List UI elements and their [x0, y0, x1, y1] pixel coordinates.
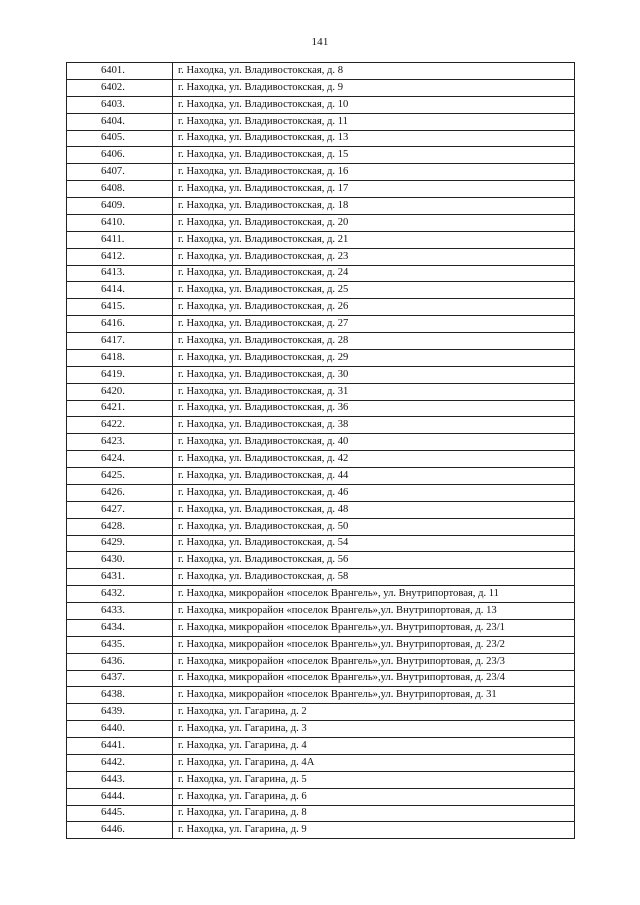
row-number: 6446. — [67, 822, 173, 839]
row-number: 6413. — [67, 265, 173, 282]
table-row — [67, 518, 575, 535]
address-cell: г. Находка, ул. Владивостокская, д. 10 — [173, 96, 575, 113]
address-cell: г. Находка, ул. Владивостокская, д. 42 — [173, 451, 575, 468]
row-number: 6439. — [67, 704, 173, 721]
address-cell: г. Находка, ул. Гагарина, д. 3 — [173, 721, 575, 738]
row-number: 6422. — [67, 417, 173, 434]
address-cell: г. Находка, микрорайон «поселок Врангель»,ул. Внутрипортовая, д. 13 — [173, 603, 575, 620]
page-number: 141 — [311, 36, 329, 48]
table-row — [67, 231, 575, 248]
table-row — [67, 282, 575, 299]
row-number: 6406. — [67, 147, 173, 164]
address-cell: г. Находка, ул. Владивостокская, д. 27 — [173, 316, 575, 333]
row-number: 6401. — [67, 63, 173, 80]
table-row — [67, 721, 575, 738]
row-number: 6414. — [67, 282, 173, 299]
table-row — [67, 130, 575, 147]
address-cell: г. Находка, микрорайон «поселок Врангель»,ул. Внутрипортовая, д. 23/2 — [173, 636, 575, 653]
table-row — [67, 687, 575, 704]
row-number: 6444. — [67, 788, 173, 805]
row-number: 6427. — [67, 501, 173, 518]
row-number: 6433. — [67, 603, 173, 620]
address-cell: г. Находка, ул. Владивостокская, д. 54 — [173, 535, 575, 552]
table-row — [67, 603, 575, 620]
address-cell: г. Находка, ул. Владивостокская, д. 36 — [173, 400, 575, 417]
row-number: 6420. — [67, 383, 173, 400]
table-row — [67, 704, 575, 721]
row-number: 6445. — [67, 805, 173, 822]
table-row — [67, 417, 575, 434]
row-number: 6426. — [67, 484, 173, 501]
table-row — [67, 569, 575, 586]
table-row — [67, 552, 575, 569]
address-cell: г. Находка, ул. Владивостокская, д. 30 — [173, 366, 575, 383]
address-cell: г. Находка, микрорайон «поселок Врангель»,ул. Внутрипортовая, д. 23/3 — [173, 653, 575, 670]
address-cell: г. Находка, ул. Гагарина, д. 8 — [173, 805, 575, 822]
table-row — [67, 501, 575, 518]
table-row — [67, 164, 575, 181]
row-number: 6436. — [67, 653, 173, 670]
row-number: 6418. — [67, 349, 173, 366]
table-row — [67, 333, 575, 350]
table-row — [67, 147, 575, 164]
row-number: 6416. — [67, 316, 173, 333]
table-row — [67, 63, 575, 80]
address-cell: г. Находка, ул. Гагарина, д. 4 — [173, 738, 575, 755]
address-cell: г. Находка, ул. Владивостокская, д. 9 — [173, 79, 575, 96]
address-cell: г. Находка, ул. Владивостокская, д. 8 — [173, 63, 575, 80]
address-cell: г. Находка, ул. Владивостокская, д. 56 — [173, 552, 575, 569]
table-row — [67, 248, 575, 265]
row-number: 6402. — [67, 79, 173, 96]
row-number: 6408. — [67, 181, 173, 198]
row-number: 6417. — [67, 333, 173, 350]
row-number: 6425. — [67, 468, 173, 485]
address-cell: г. Находка, ул. Гагарина, д. 9 — [173, 822, 575, 839]
table-row — [67, 349, 575, 366]
table-row — [67, 316, 575, 333]
table-row — [67, 805, 575, 822]
table-row — [67, 653, 575, 670]
row-number: 6441. — [67, 738, 173, 755]
row-number: 6431. — [67, 569, 173, 586]
table-row — [67, 451, 575, 468]
address-cell: г. Находка, микрорайон «поселок Врангель»,ул. Внутрипортовая, д. 31 — [173, 687, 575, 704]
address-cell: г. Находка, ул. Владивостокская, д. 25 — [173, 282, 575, 299]
row-number: 6432. — [67, 586, 173, 603]
address-cell: г. Находка, ул. Владивостокская, д. 44 — [173, 468, 575, 485]
table-row — [67, 96, 575, 113]
table-row — [67, 619, 575, 636]
address-cell: г. Находка, ул. Владивостокская, д. 29 — [173, 349, 575, 366]
address-cell: г. Находка, ул. Владивостокская, д. 11 — [173, 113, 575, 130]
table-row — [67, 181, 575, 198]
table-row — [67, 113, 575, 130]
table-row — [67, 265, 575, 282]
table-row — [67, 383, 575, 400]
address-cell: г. Находка, ул. Владивостокская, д. 21 — [173, 231, 575, 248]
table-row — [67, 468, 575, 485]
row-number: 6443. — [67, 771, 173, 788]
row-number: 6411. — [67, 231, 173, 248]
address-cell: г. Находка, ул. Гагарина, д. 6 — [173, 788, 575, 805]
address-cell: г. Находка, микрорайон «поселок Врангель», ул. Внутрипортовая, д. 11 — [173, 586, 575, 603]
row-number: 6440. — [67, 721, 173, 738]
address-cell: г. Находка, ул. Владивостокская, д. 17 — [173, 181, 575, 198]
row-number: 6409. — [67, 198, 173, 215]
table-row — [67, 586, 575, 603]
table-row — [67, 636, 575, 653]
address-cell: г. Находка, ул. Гагарина, д. 2 — [173, 704, 575, 721]
address-cell: г. Находка, ул. Владивостокская, д. 15 — [173, 147, 575, 164]
table-row — [67, 484, 575, 501]
table-row — [67, 198, 575, 215]
address-cell: г. Находка, ул. Владивостокская, д. 20 — [173, 214, 575, 231]
address-cell: г. Находка, ул. Гагарина, д. 4А — [173, 754, 575, 771]
address-cell: г. Находка, ул. Владивостокская, д. 16 — [173, 164, 575, 181]
row-number: 6429. — [67, 535, 173, 552]
row-number: 6405. — [67, 130, 173, 147]
address-table — [66, 62, 575, 839]
row-number: 6407. — [67, 164, 173, 181]
table-row — [67, 366, 575, 383]
address-cell: г. Находка, микрорайон «поселок Врангель»,ул. Внутрипортовая, д. 23/4 — [173, 670, 575, 687]
address-cell: г. Находка, ул. Владивостокская, д. 58 — [173, 569, 575, 586]
row-number: 6428. — [67, 518, 173, 535]
address-cell: г. Находка, ул. Владивостокская, д. 24 — [173, 265, 575, 282]
row-number: 6430. — [67, 552, 173, 569]
row-number: 6419. — [67, 366, 173, 383]
row-number: 6438. — [67, 687, 173, 704]
address-cell: г. Находка, ул. Владивостокская, д. 18 — [173, 198, 575, 215]
table-row — [67, 738, 575, 755]
row-number: 6403. — [67, 96, 173, 113]
row-number: 6410. — [67, 214, 173, 231]
table-row — [67, 670, 575, 687]
table-row — [67, 434, 575, 451]
address-cell: г. Находка, ул. Владивостокская, д. 28 — [173, 333, 575, 350]
row-number: 6404. — [67, 113, 173, 130]
address-table-body — [67, 63, 575, 839]
table-row — [67, 754, 575, 771]
row-number: 6424. — [67, 451, 173, 468]
table-row — [67, 771, 575, 788]
address-cell: г. Находка, микрорайон «поселок Врангель»,ул. Внутрипортовая, д. 23/1 — [173, 619, 575, 636]
address-cell: г. Находка, ул. Владивостокская, д. 38 — [173, 417, 575, 434]
row-number: 6435. — [67, 636, 173, 653]
table-row — [67, 788, 575, 805]
address-cell: г. Находка, ул. Владивостокская, д. 26 — [173, 299, 575, 316]
address-cell: г. Находка, ул. Гагарина, д. 5 — [173, 771, 575, 788]
table-row — [67, 214, 575, 231]
table-row — [67, 535, 575, 552]
row-number: 6442. — [67, 754, 173, 771]
row-number: 6415. — [67, 299, 173, 316]
row-number: 6412. — [67, 248, 173, 265]
row-number: 6437. — [67, 670, 173, 687]
address-cell: г. Находка, ул. Владивостокская, д. 13 — [173, 130, 575, 147]
address-cell: г. Находка, ул. Владивостокская, д. 48 — [173, 501, 575, 518]
row-number: 6434. — [67, 619, 173, 636]
address-cell: г. Находка, ул. Владивостокская, д. 31 — [173, 383, 575, 400]
table-row — [67, 400, 575, 417]
address-cell: г. Находка, ул. Владивостокская, д. 23 — [173, 248, 575, 265]
table-row — [67, 822, 575, 839]
row-number: 6421. — [67, 400, 173, 417]
address-cell: г. Находка, ул. Владивостокская, д. 46 — [173, 484, 575, 501]
table-row — [67, 299, 575, 316]
table-row — [67, 79, 575, 96]
row-number: 6423. — [67, 434, 173, 451]
address-cell: г. Находка, ул. Владивостокская, д. 50 — [173, 518, 575, 535]
address-cell: г. Находка, ул. Владивостокская, д. 40 — [173, 434, 575, 451]
